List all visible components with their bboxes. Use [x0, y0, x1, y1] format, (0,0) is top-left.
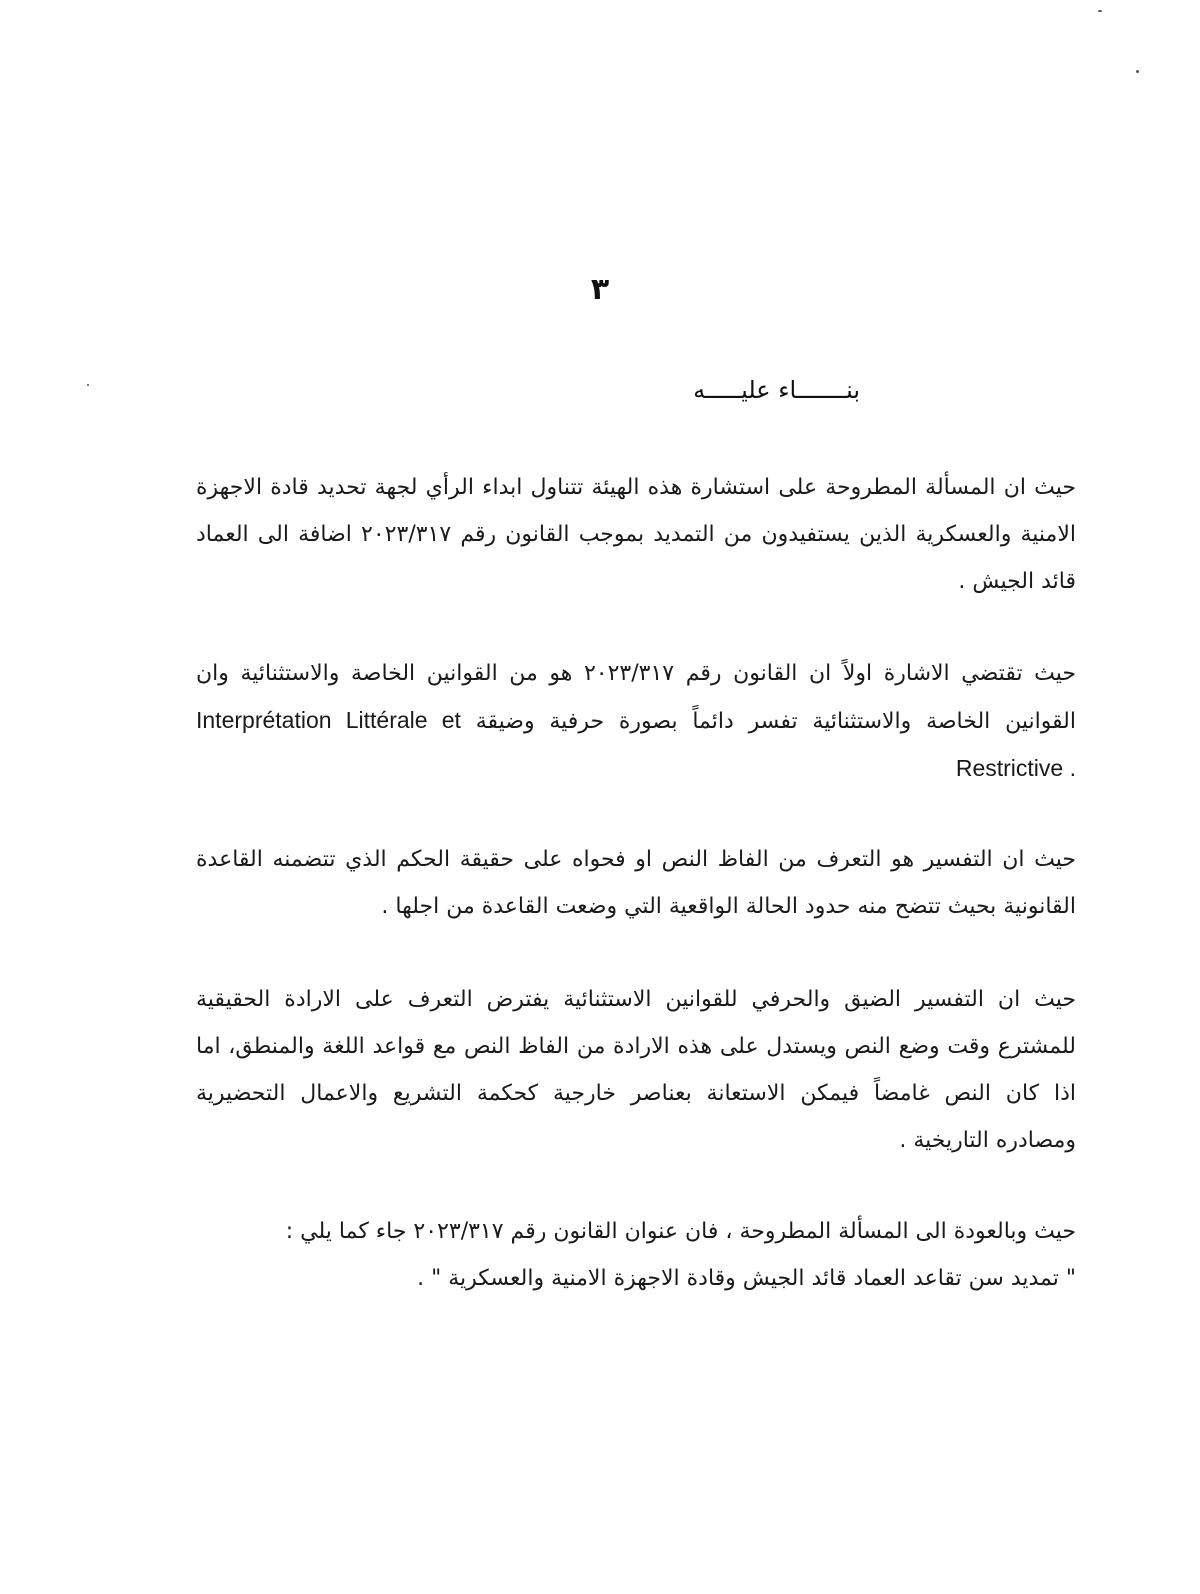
scan-speck	[1136, 70, 1139, 73]
scan-speck	[1098, 10, 1102, 12]
paragraph-3: حيث ان التفسير هو التعرف من الفاظ النص او فحواه على حقيقة الحكم الذي تتضمنه القاعدة القانونية بحيث تتضح منه حدود الحالة الواقعية التي وضعت القاعدة من اجلها .	[196, 847, 1076, 919]
scan-speck	[87, 384, 89, 386]
paragraph-1: حيث ان المسألة المطروحة على استشارة هذه الهيئة تتناول ابداء الرأي لجهة تحديد قادة الاجهزة الامنية والعسكرية الذين يستفيدون من التمديد بموجب القانون رقم ٢٠٢٣/٣١٧ اضافة الى العماد قائد الجيش .	[196, 475, 1076, 594]
paragraph-4: حيث ان التفسير الضيق والحرفي للقوانين الاستثنائية يفترض التعرف على الارادة الحقيقية للمشترع وقت وضع النص ويستدل على هذه الارادة من الفاظ النص مع قواعد اللغة والمنطق، اما اذا كان النص غامضاً فيمكن الاستعانة بعناصر خارجية كحكمة التشريع والاعمال التحضيرية ومصادره التاريخية .	[196, 987, 1076, 1153]
section-heading: بنـــــــاء عليـــــه	[693, 376, 860, 404]
paragraph-5	[196, 1208, 1076, 1302]
page-number: ٣	[590, 272, 610, 307]
law-title-quote: " تمديد سن تقاعد العماد قائد الجيش وقادة الاجهزة الامنية والعسكرية " .	[417, 1266, 1076, 1291]
paragraph-2	[196, 650, 1076, 793]
paragraph-2-french-term: Interprétation Littérale et Restrictive .	[196, 707, 1076, 781]
paragraph-5-line-1: حيث وبالعودة الى المسألة المطروحة ، فان عنوان القانون رقم ٢٠٢٣/٣١٧ جاء كما يلي :	[285, 1219, 1076, 1244]
paragraph-2-arabic: حيث تقتضي الاشارة اولاً ان القانون رقم ٢٠٢٣/٣١٧ هو من القوانين الخاصة والاستثنائية وان القوانين الخاصة والاستثنائية تفسر دائماً بصورة حرفية وضيقة	[196, 661, 1077, 734]
